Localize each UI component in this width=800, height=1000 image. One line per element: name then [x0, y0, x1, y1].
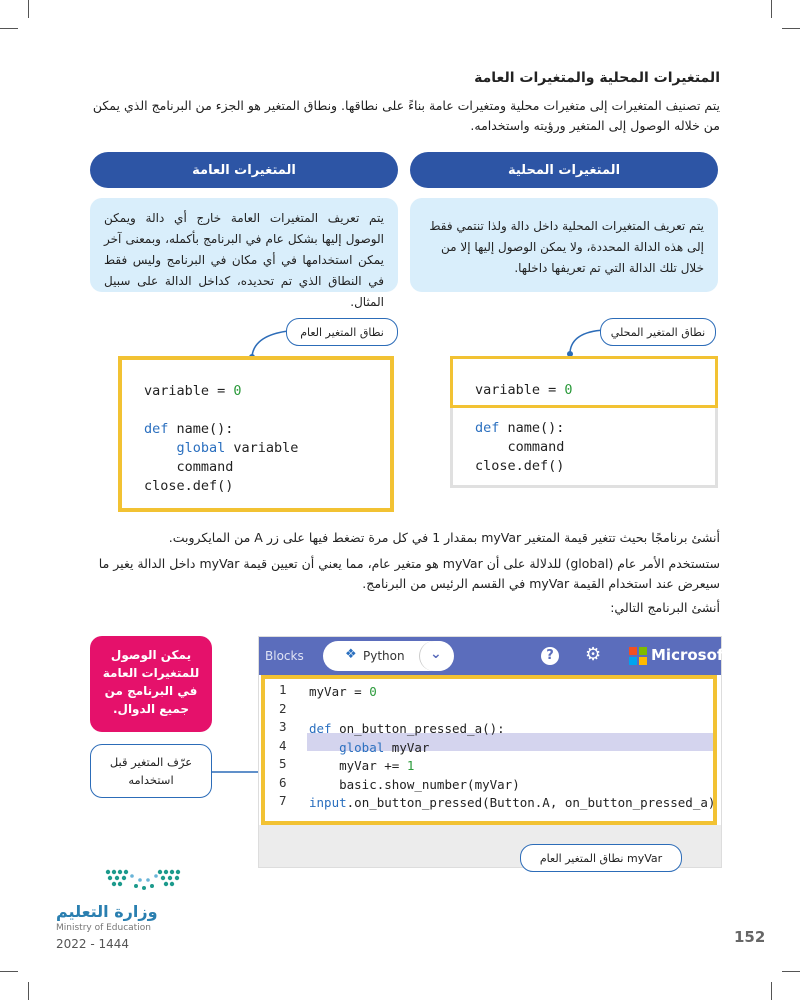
microsoft-label: Microsoft	[651, 646, 731, 664]
chevron-down-icon: ⌄	[430, 646, 442, 662]
python-icon: ❖	[345, 647, 357, 662]
help-icon[interactable]: ?	[541, 647, 559, 665]
instruction-2: ستستخدم الأمر عام (global) للدلالة على أن myVar هو متغير عام، مما يعني أن تعيين قيمة myVar داخل الدالة يغير ما سيعرض عند استخدام القيمة myVar في القسم الرئيس من البرنامج.	[98, 556, 720, 591]
code-token: myVar =	[309, 684, 370, 699]
code-line	[259, 682, 719, 700]
year-label: 2022 - 1444	[56, 937, 130, 951]
code-line	[259, 775, 719, 793]
local-scope-callout	[600, 318, 716, 346]
code-text: variable =	[144, 383, 234, 399]
python-label: Python	[363, 649, 405, 663]
blocks-tab[interactable]: Blocks	[265, 649, 304, 663]
local-scope-label: نطاق المتغير المحلي	[610, 325, 706, 339]
code-line	[259, 719, 719, 737]
code-keyword: def	[475, 420, 500, 436]
global-scope-label: نطاق المتغير العام	[300, 325, 384, 339]
code-token: basic.show_number(myVar)	[309, 776, 520, 792]
instruction-3: أنشئ البرنامج التالي:	[610, 600, 720, 615]
code-line	[259, 738, 719, 756]
ministry-name-en: Ministry of Education	[56, 923, 151, 933]
editor-toolbar	[259, 637, 731, 675]
code-text: close.def()	[475, 458, 565, 474]
code-keyword: def	[144, 421, 169, 437]
define-variable-note: عرّف المتغير قبل استخدامه	[90, 744, 212, 798]
local-description-box: يتم تعريف المتغيرات المحلية داخل دالة ولذا تنتمي فقط إلى هذه الدالة المحددة، ولا يمكن الوصول إليها إلا من خلال تلك الدالة التي تم تعريفها داخلها.	[410, 198, 718, 292]
code-text: name():	[168, 421, 234, 437]
ministry-logo-icon	[100, 862, 190, 898]
ministry-name-ar: وزارة التعليم	[56, 902, 158, 921]
code-token: on_button_pressed_a():	[331, 721, 505, 736]
line-number: 4	[279, 737, 287, 753]
code-text[interactable]	[309, 756, 414, 775]
line-number: 6	[279, 774, 287, 790]
code-token: myVar	[384, 739, 430, 755]
language-dropdown[interactable]	[419, 641, 454, 671]
mk-scope-label: نطاق المتغير العام myVar	[539, 851, 663, 865]
code-text: command	[144, 459, 234, 475]
line-number: 7	[279, 793, 287, 808]
code-lines	[259, 677, 721, 825]
local-code-box	[450, 356, 718, 488]
intro-paragraph: يتم تصنيف المتغيرات إلى متغيرات محلية ومتغيرات عامة بناءً على نطاقها. ونطاق المتغير هو الجزء من البرنامج الذي يمكن من خلاله الوصول إلى المتغير ورؤيته واستخدامه.	[92, 98, 720, 133]
instruction-1: أنشئ برنامجًا بحيث تتغير قيمة المتغير myVar بمقدار 1 في كل مرة تضغط فيها على زر A من المايكروبت.	[168, 530, 720, 545]
global-access-note: يمكن الوصول للمتغيرات العامة في البرنامج من جميع الدوال.	[90, 636, 212, 732]
global-scope-callout	[286, 318, 398, 346]
global-code	[144, 382, 298, 496]
code-line	[259, 756, 719, 774]
code-number: 1	[406, 758, 415, 773]
code-text[interactable]	[309, 738, 429, 757]
line-number: 3	[279, 719, 287, 734]
code-text[interactable]	[309, 719, 505, 738]
line-number: 1	[279, 682, 287, 697]
global-title-text: المتغيرات العامة	[192, 162, 296, 178]
global-description-box: يتم تعريف المتغيرات العامة خارج أي دالة ويمكن الوصول إليها بشكل عام في البرنامج بأكمله، وبمعنى آخر يمكن استخدامها في أي مكان في البرنامج وليس فقط في النطاق الذي تم تحديده، كداخل الدالة على سبيل المثال.	[90, 198, 398, 292]
code-number: 0	[369, 684, 377, 699]
gear-icon[interactable]: ⚙	[585, 644, 602, 665]
global-code-box	[118, 356, 394, 512]
code-text[interactable]	[309, 793, 715, 812]
code-line	[259, 701, 719, 719]
mk-scope-callout	[520, 844, 682, 872]
code-text: variable =	[475, 382, 565, 398]
line-number: 2	[279, 700, 287, 716]
code-token: input	[309, 795, 347, 810]
code-token: .on_button_pressed(Button.A, on_button_pressed_a)	[346, 795, 716, 810]
local-code	[475, 381, 573, 476]
code-number: 0	[564, 382, 573, 398]
code-text[interactable]	[309, 682, 377, 701]
page-number: 152	[734, 928, 766, 946]
code-keyword: global	[144, 440, 226, 456]
section-heading: المتغيرات المحلية والمتغيرات العامة	[474, 70, 720, 86]
microsoft-logo-icon	[629, 647, 647, 665]
code-token: global	[309, 739, 385, 755]
code-text: variable	[225, 440, 299, 456]
makecode-editor	[258, 636, 731, 868]
code-text[interactable]	[309, 775, 520, 794]
code-number: 0	[233, 383, 242, 399]
local-title-text: المتغيرات المحلية	[507, 162, 621, 178]
code-line	[259, 793, 719, 811]
code-token: def	[309, 721, 332, 736]
code-text: name():	[499, 420, 565, 436]
code-token: myVar +=	[309, 758, 407, 773]
line-number: 5	[279, 756, 287, 771]
code-text: close.def()	[144, 478, 234, 494]
code-text: command	[475, 439, 565, 455]
